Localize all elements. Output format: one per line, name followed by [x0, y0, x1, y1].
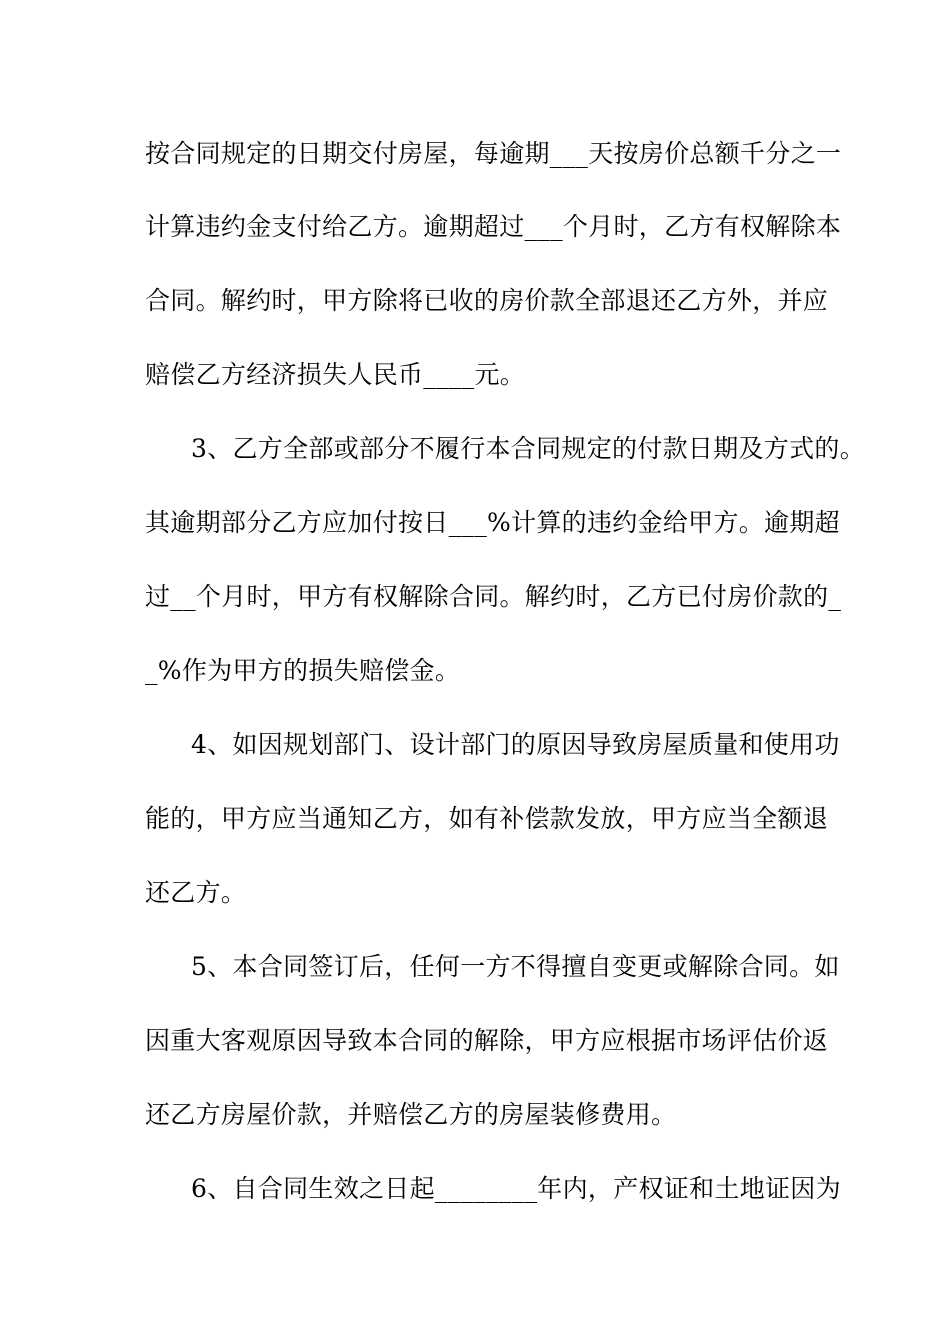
paragraph-line: 计算违约金支付给乙方。逾期超过___个月时，乙方有权解除本	[145, 212, 842, 241]
paragraph-line: 合同。解约时，甲方除将已收的房价款全部退还乙方外，并应	[145, 286, 829, 315]
paragraph-line: 能的，甲方应当通知乙方，如有补偿款发放，甲方应当全额退	[145, 804, 829, 833]
paragraph-line: 过__个月时，甲方有权解除合同。解约时，乙方已付房价款的_	[145, 582, 842, 611]
paragraph-line: 赔偿乙方经济损失人民币____元。	[145, 360, 526, 389]
paragraph-line: 其逾期部分乙方应加付按日___%计算的违约金给甲方。逾期超	[145, 508, 840, 537]
paragraph-line: 因重大客观原因导致本合同的解除，甲方应根据市场评估价返	[145, 1026, 829, 1055]
clause-5-first-line: 5、本合同签订后，任何一方不得擅自变更或解除合同。如	[191, 952, 840, 981]
paragraph-line: 还乙方房屋价款，并赔偿乙方的房屋装修费用。	[145, 1100, 677, 1129]
paragraph-line: 还乙方。	[145, 878, 247, 907]
paragraph-line: _%作为甲方的损失赔偿金。	[145, 656, 461, 685]
clause-6-first-line: 6、自合同生效之日起________年内，产权证和土地证因为	[191, 1174, 841, 1203]
paragraph-line: 按合同规定的日期交付房屋，每逾期___天按房价总额千分之一	[145, 139, 842, 168]
clause-4-first-line: 4、如因规划部门、设计部门的原因导致房屋质量和使用功	[191, 730, 840, 759]
clause-3-first-line: 3、乙方全部或部分不履行本合同规定的付款日期及方式的。	[191, 434, 866, 463]
